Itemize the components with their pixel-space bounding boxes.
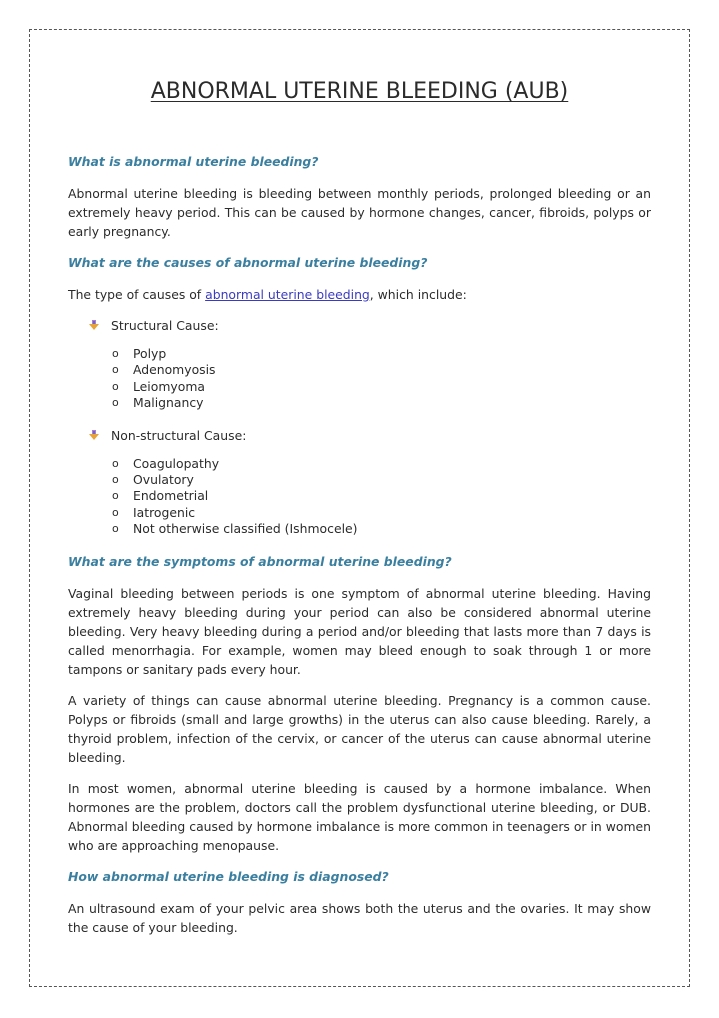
page-title: ABNORMAL UTERINE BLEEDING (AUB) <box>150 79 569 104</box>
causes-intro-before: The type of causes of <box>68 287 206 302</box>
list-item <box>68 488 651 504</box>
circle-bullet: o <box>112 396 119 410</box>
list-item-text: Adenomyosis <box>133 362 216 378</box>
list-item-text: Endometrial <box>133 488 209 504</box>
diagnosis-paragraph: An ultrasound exam of your pelvic area shows both the uterus and the ovaries. It may show the cause of your bleeding. <box>68 900 651 935</box>
circle-bullet: o <box>112 505 119 519</box>
list-item <box>68 379 651 395</box>
list-item-text: Leiomyoma <box>133 378 205 394</box>
list-item <box>68 395 651 411</box>
circle-bullet: o <box>112 379 119 393</box>
symptoms-paragraph-3: In most women, abnormal uterine bleeding is caused by a hormone imbalance. When hormones are the problem, doctors call the problem dysfunctional uterine bleeding, or DUB. Abnormal bleeding caused by hormone imbalance is more common in teenagers or in women who are approaching menopause. <box>68 780 651 853</box>
circle-bullet: o <box>112 363 119 377</box>
nonstructural-cause-label: Non-structural Cause: <box>111 427 247 443</box>
list-item <box>68 362 651 378</box>
nonstructural-cause-bullet <box>68 426 651 445</box>
circle-bullet: o <box>112 522 119 536</box>
symptoms-paragraph-2: A variety of things can cause abnormal uterine bleeding. Pregnancy is a common cause. Polyps or fibroids (small and large growths) in the uterus can also cause bleeding. Rarely, a thyroid problem, infection of the cervix, or cancer of the uterus can cause abnormal uterine bleeding. <box>68 692 651 765</box>
list-item-text: Ovulatory <box>133 472 194 488</box>
section-heading-symptoms: What are the symptoms of abnormal uterine bleeding? <box>68 553 452 569</box>
arrow-down-bullet-icon <box>89 320 99 330</box>
list-item-text: Not otherwise classified (Ishmocele) <box>133 521 358 537</box>
section-heading-what-is: What is abnormal uterine bleeding? <box>68 154 319 169</box>
circle-bullet: o <box>112 456 119 470</box>
causes-intro-after: , which include: <box>369 287 467 302</box>
structural-cause-list <box>68 346 651 412</box>
document-body <box>68 152 651 949</box>
circle-bullet: o <box>112 473 119 487</box>
circle-bullet: o <box>112 489 119 503</box>
list-item <box>68 346 651 362</box>
structural-cause-bullet <box>68 316 651 335</box>
structural-cause-label: Structural Cause: <box>111 318 219 333</box>
arrow-down-bullet-icon <box>89 430 99 440</box>
list-item-text: Iatrogenic <box>133 504 196 520</box>
abnormal-uterine-bleeding-link[interactable]: abnormal uterine bleeding <box>205 287 370 302</box>
definition-paragraph: Abnormal uterine bleeding is bleeding between monthly periods, prolonged bleeding or an extremely heavy period. This can be caused by hormone changes, cancer, fibroids, polyps or early pregnancy. <box>68 186 651 239</box>
nonstructural-cause-list <box>68 456 651 538</box>
section-heading-diagnosis: How abnormal uterine bleeding is diagnosed? <box>68 868 389 884</box>
list-item-text: Coagulopathy <box>133 455 220 471</box>
section-heading-causes: What are the causes of abnormal uterine bleeding? <box>68 255 428 270</box>
list-item-text: Malignancy <box>133 395 204 411</box>
symptoms-paragraph-1: Vaginal bleeding between periods is one symptom of abnormal uterine bleeding. Having extremely heavy bleeding during your period can also be considered abnormal uterine bleeding. Very heavy bleeding during a period and/or bleeding that lasts more than 7 days is called menorrhagia. For example, women may bleed enough to soak through 1 or more tampons or sanitary pads every hour. <box>68 585 651 677</box>
list-item <box>68 456 651 472</box>
circle-bullet: o <box>112 347 119 360</box>
list-item <box>68 521 651 537</box>
list-item <box>68 505 651 521</box>
list-item-text: Polyp <box>133 346 167 361</box>
causes-intro <box>68 285 651 304</box>
list-item <box>68 472 651 488</box>
